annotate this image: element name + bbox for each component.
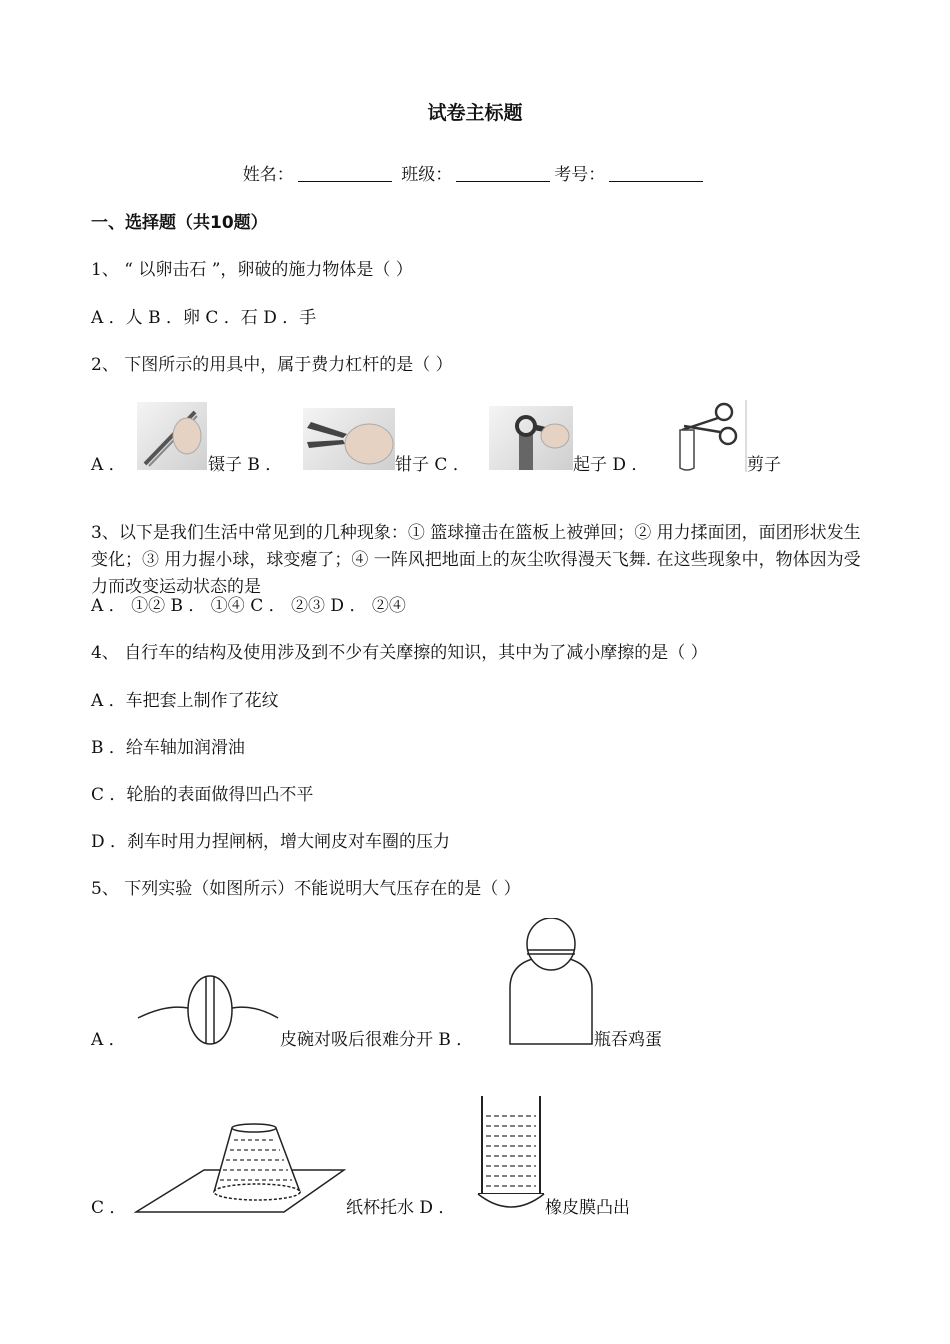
q1-options: A ．人 B ．卵 C ．石 D ．手 bbox=[91, 308, 317, 328]
section-heading: 一、选择题（共10题） bbox=[91, 213, 268, 233]
q2-a-prefix: A ． bbox=[91, 455, 126, 475]
q2-d-text: 剪子 bbox=[747, 455, 781, 475]
number-label: 考号： bbox=[554, 165, 606, 185]
student-info bbox=[0, 160, 950, 185]
q5-stem: 5、 下列实验（如图所示）不能说明大气压存在的是（ ） bbox=[91, 879, 521, 899]
q2-stem: 2、 下图所示的用具中，属于费力杠杆的是（ ） bbox=[91, 355, 453, 375]
q3-stem: 3、以下是我们生活中常见到的几种现象：① 篮球撞击在篮板上被弹回；② 用力揉面团，面团形状发生变化；③ 用力握小球，球变瘪了；④ 一阵风把地面上的灰尘吹得漫天飞舞. 在这些现象中，物体因为受力而改变运动状态的是 bbox=[91, 523, 861, 597]
q5-b-text: 瓶吞鸡蛋 bbox=[594, 1030, 662, 1050]
suction-cups-diagram bbox=[136, 970, 280, 1050]
q4-option-c: C ．轮胎的表面做得凹凸不平 bbox=[91, 785, 314, 805]
q2-b-text: 钳子 C ． bbox=[395, 455, 470, 475]
bottle-egg-diagram bbox=[506, 918, 596, 1048]
q5-c-prefix: C ． bbox=[91, 1198, 127, 1218]
q5-d-text: 橡皮膜凸出 bbox=[545, 1198, 630, 1218]
q4-stem: 4、 自行车的结构及使用涉及到不少有关摩擦的知识，其中为了减小摩擦的是（ ） bbox=[91, 643, 708, 663]
rubber-membrane-diagram bbox=[476, 1094, 546, 1216]
pliers-image bbox=[303, 408, 395, 470]
page-title: 试卷主标题 bbox=[427, 102, 523, 124]
q5-a-prefix: A ． bbox=[91, 1030, 126, 1050]
q3-options: A ． ①② B ． ①④ C ． ②③ D ． ②④ bbox=[91, 596, 406, 616]
q5-c-text: 纸杯托水 D ． bbox=[346, 1198, 456, 1218]
scissors-image bbox=[672, 400, 748, 472]
q2-c-text: 起子 D ． bbox=[573, 455, 649, 475]
class-blank[interactable] bbox=[456, 163, 550, 182]
paper-cup-diagram bbox=[134, 1118, 346, 1216]
q4-option-b: B ．给车轴加润滑油 bbox=[91, 738, 245, 758]
name-label: 姓名： bbox=[242, 165, 294, 185]
q4-option-d: D ．刹车时用力捏闸柄，增大闸皮对车圈的压力 bbox=[91, 832, 451, 852]
q1-stem: 1、 “ 以卵击石 ”，卵破的施力物体是（ ） bbox=[91, 260, 413, 280]
q2-a-text: 镊子 B ． bbox=[208, 455, 283, 475]
q5-a-text: 皮碗对吸后很难分开 B ． bbox=[280, 1030, 474, 1050]
name-blank[interactable] bbox=[298, 163, 392, 182]
bottle-opener-image bbox=[489, 406, 573, 470]
class-label: 班级： bbox=[401, 165, 453, 185]
tweezers-image bbox=[137, 402, 207, 470]
number-blank[interactable] bbox=[609, 163, 703, 182]
q4-option-a: A ．车把套上制作了花纹 bbox=[91, 691, 279, 711]
